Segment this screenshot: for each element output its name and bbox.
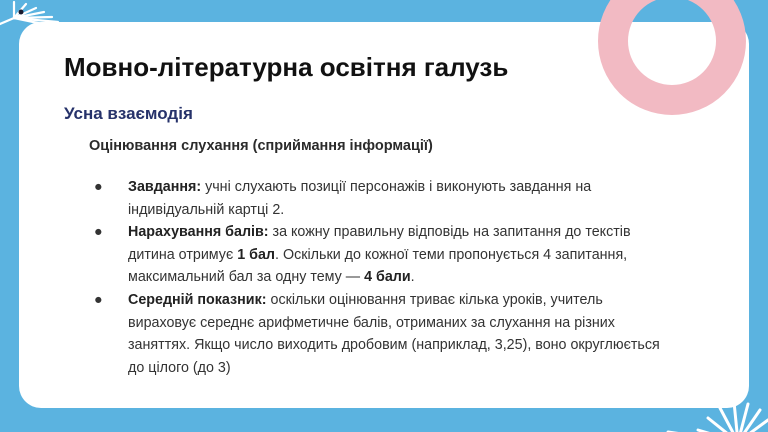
section-heading: Оцінювання слухання (сприймання інформації) bbox=[89, 138, 433, 154]
bullet-text: . bbox=[410, 269, 415, 286]
bullet-dot-icon: ● bbox=[94, 224, 103, 241]
bullet-emphasis: 4 бали bbox=[364, 269, 411, 286]
bullet-dot-icon: ● bbox=[94, 291, 103, 308]
bullet-text: оскільки оцінювання триває кілька уроків, учитель вираховує середнє арифметичне балів, отриманих за слухання на різних заняттях. Якщо число виходить дробовим (наприклад, 3,25), воно округлюється до цілого (до 3) bbox=[128, 291, 660, 376]
bullet-item-scoring bbox=[92, 221, 672, 289]
page-title: Мовно-літературна освітня галузь bbox=[64, 52, 509, 82]
page-subtitle: Усна взаємодія bbox=[64, 104, 193, 123]
bullet-list bbox=[92, 176, 672, 379]
bullet-label: Завдання: bbox=[128, 179, 202, 195]
bullet-text: за кожну правильну відповідь на запитання до текстів дитина отримує bbox=[128, 224, 631, 263]
bullet-text: . Оскільки до кожної теми пропонується 4 запитання, максимальний бал за одну тему — bbox=[128, 246, 628, 286]
bullet-item-average bbox=[92, 289, 672, 379]
bullet-dot-icon: ● bbox=[94, 179, 103, 195]
bullet-text: учні слухають позиції персонажів і виконують завдання на індивідуальній картці 2. bbox=[128, 179, 592, 218]
bullet-emphasis: 1 бал bbox=[237, 246, 276, 263]
bullet-item-task bbox=[92, 176, 672, 221]
bullet-label: Середній показник: bbox=[128, 291, 267, 308]
bullet-label: Нарахування балів: bbox=[128, 224, 269, 241]
